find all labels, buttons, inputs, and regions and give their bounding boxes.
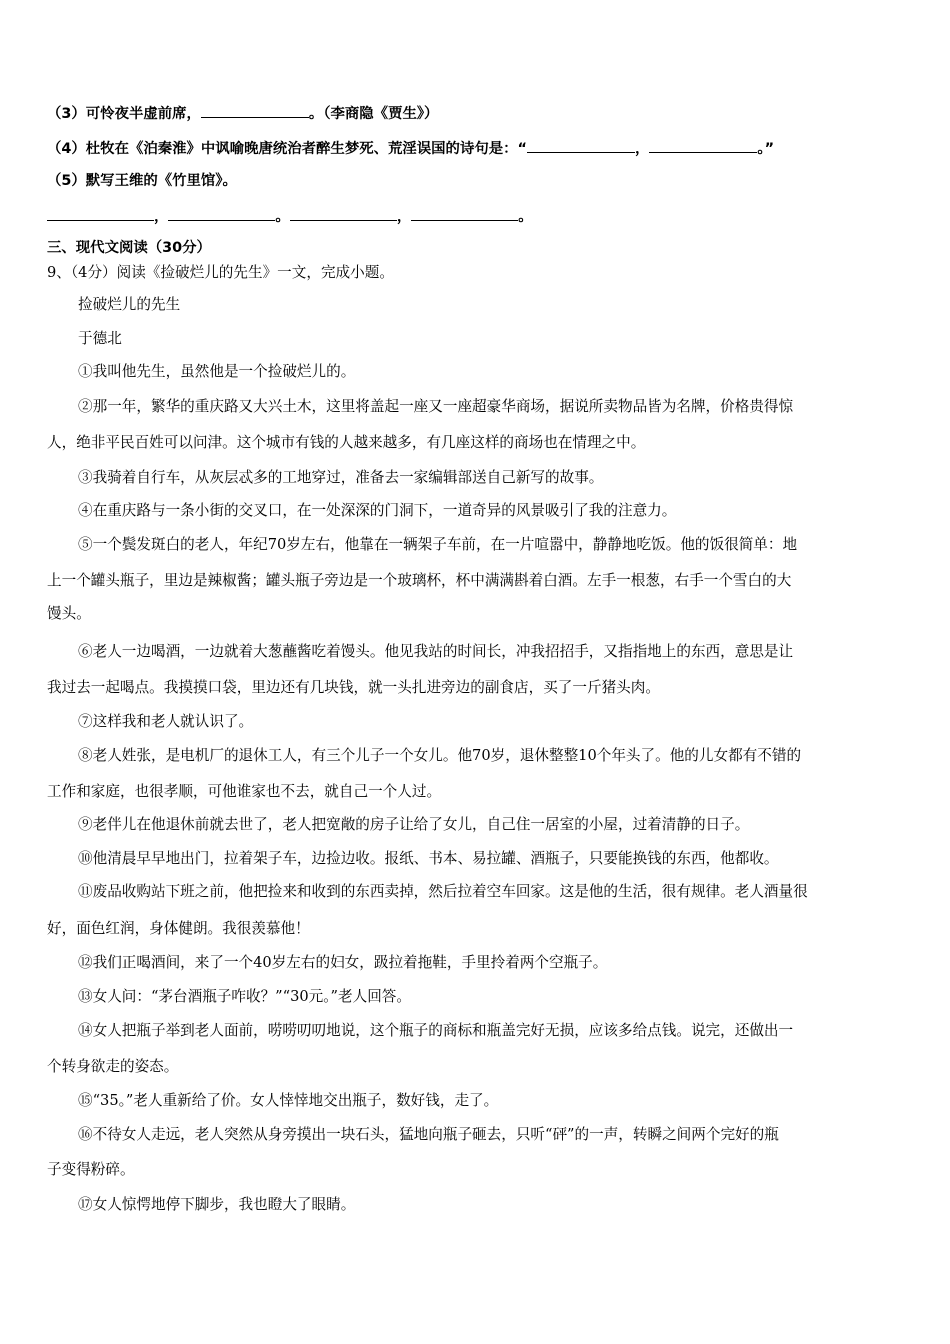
article-line: 馒头。 [47, 605, 91, 622]
article-line: 上一个罐头瓶子，里边是辣椒酱；罐头瓶子旁边是一个玻璃杯，杯中满满斟着白酒。左手一根葱，右手一个雪白的大 [47, 572, 792, 589]
answer-blank[interactable] [527, 137, 635, 153]
article-line: ⑰女人惊愕地停下脚步，我也瞪大了眼睛。 [78, 1196, 356, 1213]
article-line: ④在重庆路与一条小街的交叉口，在一处深深的门洞下，一道奇异的风景吸引了我的注意力。 [78, 502, 677, 519]
article-line: ⑬女人问：“茅台酒瓶子咋收？”“30元。”老人回答。 [78, 988, 411, 1005]
article-line: ⑨老伴儿在他退休前就去世了，老人把宽敞的房子让给了女儿，自己住一居室的小屋，过着清静的日子。 [78, 816, 750, 833]
question-4 [47, 137, 774, 159]
article-line: 人，绝非平民百姓可以问津。这个城市有钱的人越来越多，有几座这样的商场也在情理之中。 [47, 434, 646, 451]
article-line: ②那一年，繁华的重庆路又大兴土木，这里将盖起一座又一座超豪华商场，据说所卖物品皆为名牌，价格贵得惊 [78, 398, 794, 415]
punctuation: 。 [518, 209, 533, 225]
punctuation: ， [154, 209, 169, 225]
article-line: ⑥老人一边喝酒，一边就着大葱蘸酱吃着馒头。他见我站的时间长，冲我招招手，又指指地上的东西，意思是让 [78, 643, 794, 660]
article-line: ⑫我们正喝酒间，来了一个40岁左右的妇女，趿拉着拖鞋，手里拎着两个空瓶子。 [78, 954, 608, 971]
answer-blank[interactable] [168, 205, 275, 221]
question-5-text: （5）默写王维的《竹里馆》。 [47, 173, 237, 189]
article-line: ⑮“35。”老人重新给了价。女人悻悻地交出瓶子，数好钱，走了。 [78, 1092, 499, 1109]
punctuation: ， [396, 209, 412, 225]
article-title: 捡破烂儿的先生 [78, 296, 181, 313]
punctuation: 。” [757, 141, 775, 157]
article-line: ⑩他清晨早早地出门，拉着架子车，边捡边收。报纸、书本、易拉罐、酒瓶子，只要能换钱的东西，他都收。 [78, 850, 779, 867]
article-line: 个转身欲走的姿态。 [47, 1058, 179, 1075]
question-3-text: （3）可怜夜半虚前席， [47, 106, 201, 122]
question-9: 9、（4分）阅读《捡破烂儿的先生》一文，完成小题。 [47, 264, 394, 281]
question-3 [47, 102, 438, 124]
question-4-text: （4）杜牧在《泊秦淮》中讽喻晚唐统治者醉生梦死、荒淫误国的诗句是：“ [47, 141, 527, 157]
answer-blank[interactable] [649, 137, 757, 153]
question-5 [47, 171, 237, 191]
article-line: 好，面色红润，身体健朗。我很羡慕他！ [47, 920, 310, 937]
article-line: ⑧老人姓张，是电机厂的退休工人，有三个儿子一个女儿。他70岁，退休整整10个年头了。他的儿女都有不错的 [78, 747, 802, 764]
article-line: 子变得粉碎。 [47, 1161, 135, 1178]
article-author: 于德北 [78, 330, 122, 347]
article-line: ⑤一个鬓发斑白的老人，年纪70岁左右，他靠在一辆架子车前，在一片喧嚣中，静静地吃饭。他的饭很简单：地 [78, 536, 798, 553]
article-line: ③我骑着自行车，从灰层忒多的工地穿过，准备去一家编辑部送自己新写的故事。 [78, 469, 604, 486]
article-line: ①我叫他先生，虽然他是一个捡破烂儿的。 [78, 363, 356, 380]
article-line: ⑦这样我和老人就认识了。 [78, 713, 254, 730]
article-line: ⑯不待女人走远，老人突然从身旁摸出一块石头，猛地向瓶子砸去，只听“砰”的一声，转瞬之间两个完好的瓶 [78, 1126, 779, 1143]
answer-blank[interactable] [201, 102, 309, 118]
section-heading: 三、现代文阅读（30分） [47, 240, 211, 256]
article-line: ⑭女人把瓶子举到老人面前，唠唠叨叨地说，这个瓶子的商标和瓶盖完好无损，应该多给点钱。说完，还做出一 [78, 1022, 794, 1039]
answer-blank[interactable] [47, 205, 154, 221]
article-line: ⑪废品收购站下班之前，他把捡来和收到的东西卖掉，然后拉着空车回家。这是他的生活，很有规律。老人酒量很 [78, 883, 808, 900]
article-line: 我过去一起喝点。我摸摸口袋，里边还有几块钱，就一头扎进旁边的副食店，买了一斤猪头肉。 [47, 679, 660, 696]
article-line: 工作和家庭，也很孝顺，可他谁家也不去，就自己一个人过。 [47, 783, 442, 800]
punctuation: ， [634, 141, 650, 157]
question-5-answer-line [47, 205, 533, 227]
answer-blank[interactable] [290, 205, 397, 221]
answer-blank[interactable] [411, 205, 518, 221]
punctuation: 。 [275, 209, 290, 225]
question-3-source: 。（李商隐《贾生》） [308, 106, 439, 122]
